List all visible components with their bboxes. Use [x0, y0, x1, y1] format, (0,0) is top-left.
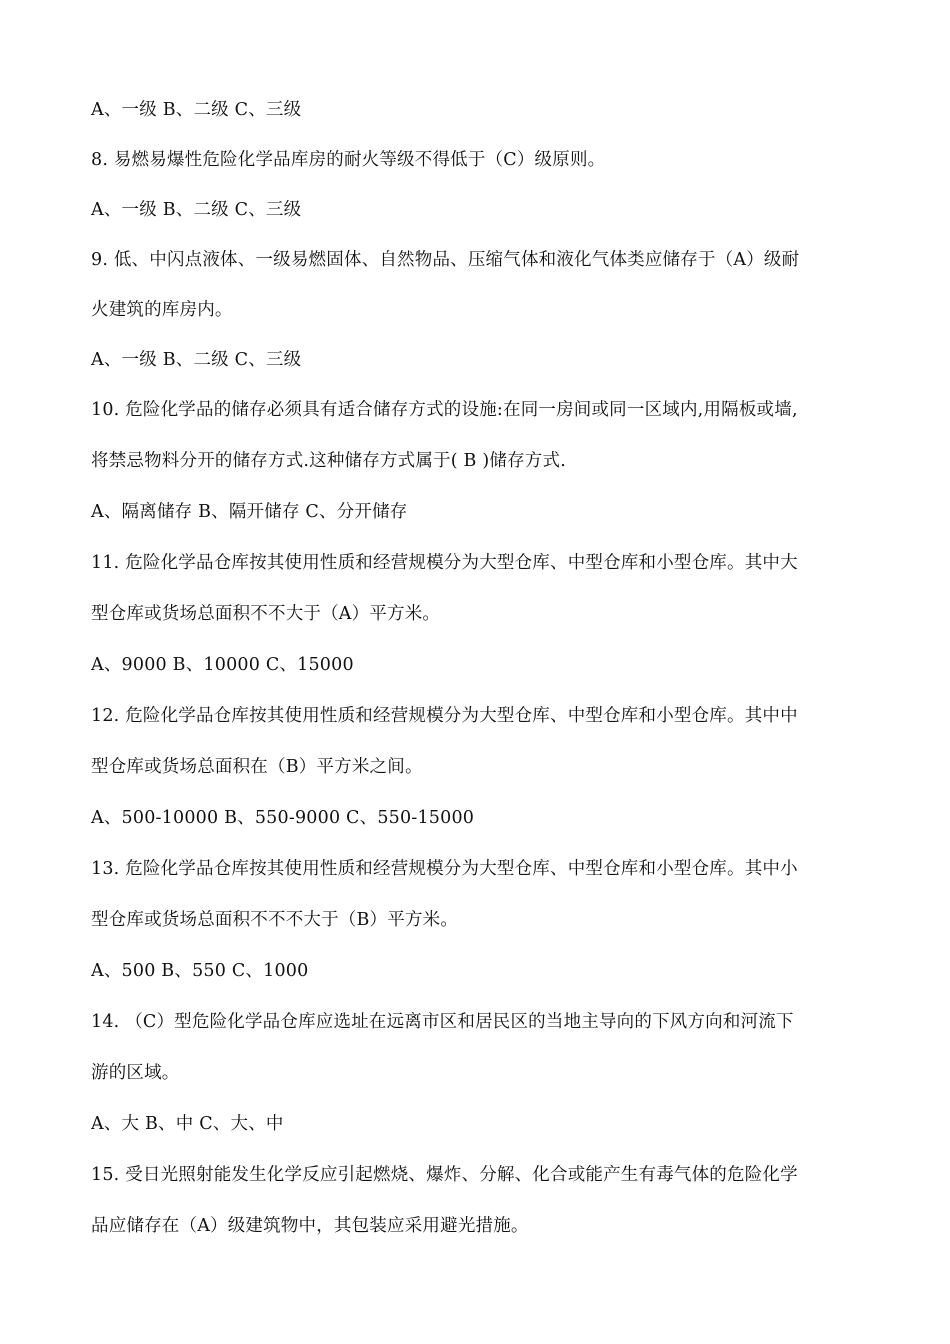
question-line-q10-b: 将禁忌物料分开的储存方式.这种储存方式属于( B )储存方式.: [91, 451, 566, 471]
option-line-q7: A、一级 B、二级 C、三级: [91, 100, 302, 120]
option-line-q11: A、9000 B、10000 C、15000: [91, 655, 354, 675]
question-line-q8: 8. 易燃易爆性危险化学品库房的耐火等级不得低于（C）级原则。: [91, 150, 606, 170]
question-line-q12-b: 型仓库或货场总面积在（B）平方米之间。: [91, 757, 423, 777]
question-line-q12-a: 12. 危险化学品仓库按其使用性质和经营规模分为大型仓库、中型仓库和小型仓库。其中中: [91, 706, 798, 726]
question-line-q11-a: 11. 危险化学品仓库按其使用性质和经营规模分为大型仓库、中型仓库和小型仓库。其中大: [91, 553, 798, 573]
question-line-q10-a: 10. 危险化学品的储存必须具有适合储存方式的设施:在同一房间或同一区域内,用隔板或墙,: [91, 400, 798, 420]
question-line-q14-b: 游的区域。: [91, 1063, 180, 1083]
option-line-q10: A、隔离储存 B、隔开储存 C、分开储存: [91, 502, 408, 522]
option-line-q9: A、一级 B、二级 C、三级: [91, 350, 302, 370]
question-line-q15-b: 品应储存在（A）级建筑物中，其包装应采用避光措施。: [91, 1216, 529, 1236]
question-line-q14-a: 14. （C）型危险化学品仓库应选址在远离市区和居民区的当地主导向的下风方向和河流下: [91, 1012, 794, 1032]
option-line-q14: A、大 B、中 C、大、中: [91, 1114, 284, 1134]
question-line-q13-a: 13. 危险化学品仓库按其使用性质和经营规模分为大型仓库、中型仓库和小型仓库。其中小: [91, 859, 798, 879]
question-line-q11-b: 型仓库或货场总面积不不大于（A）平方米。: [91, 604, 441, 624]
option-line-q12: A、500-10000 B、550-9000 C、550-15000: [91, 808, 475, 828]
option-line-q8: A、一级 B、二级 C、三级: [91, 200, 302, 220]
question-line-q15-a: 15. 受日光照射能发生化学反应引起燃烧、爆炸、分解、化合或能产生有毒气体的危险化学: [91, 1165, 798, 1185]
question-line-q9-a: 9. 低、中闪点液体、一级易燃固体、自然物品、压缩气体和液化气体类应储存于（A）级耐: [91, 250, 800, 270]
question-line-q13-b: 型仓库或货场总面积不不不大于（B）平方米。: [91, 910, 459, 930]
question-line-q9-b: 火建筑的库房内。: [91, 300, 233, 320]
option-line-q13: A、500 B、550 C、1000: [91, 961, 309, 981]
